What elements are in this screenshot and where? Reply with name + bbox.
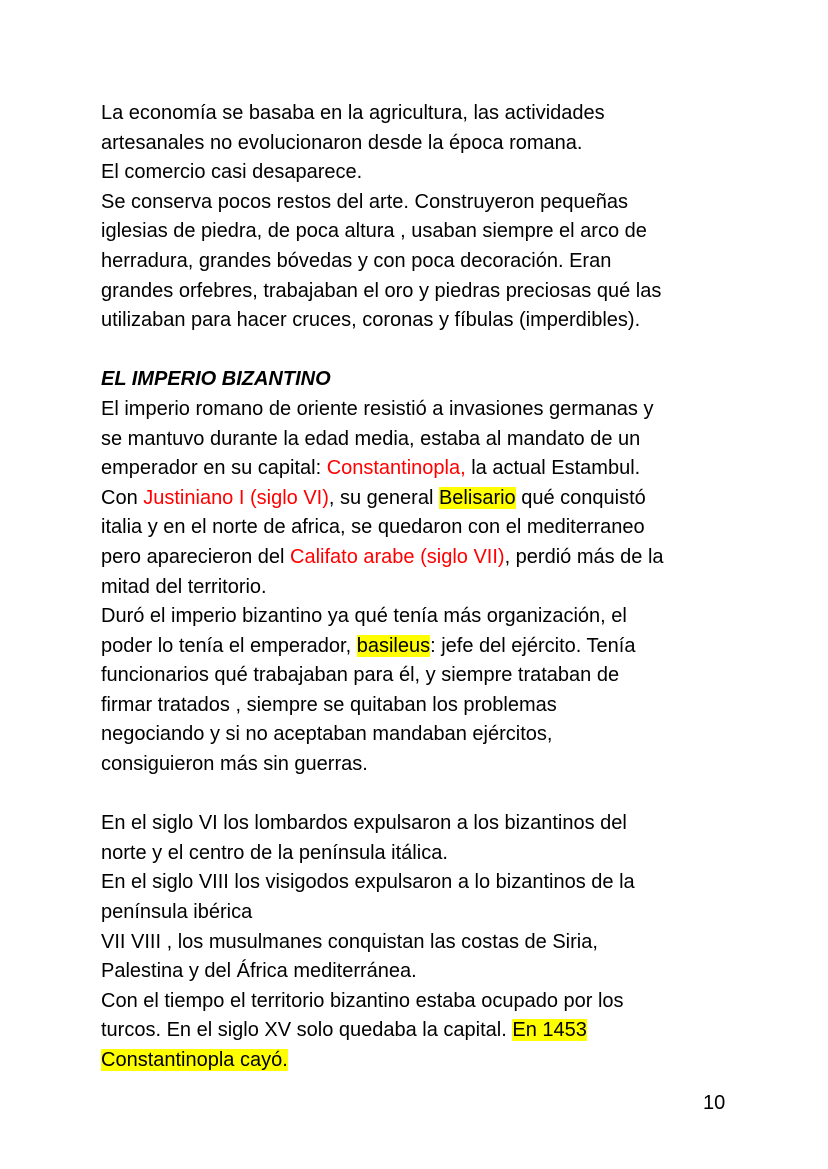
- text-line: iglesias de piedra, de poca altura , usaban siempre el arco de: [101, 220, 647, 243]
- text-line: mitad del territorio.: [101, 575, 267, 598]
- text-line: El comercio casi desaparece.: [101, 161, 363, 184]
- text-line: herradura, grandes bóvedas y con poca decoración. Eran: [101, 249, 612, 272]
- text-line: En el siglo VIII los visigodos expulsaron a lo bizantinos de la: [101, 871, 635, 894]
- highlighted-term: En 1453: [512, 1019, 587, 1042]
- red-term: Justiniano I (siglo VI): [143, 486, 329, 509]
- text-line: Duró el imperio bizantino ya qué tenía más organización, el: [101, 605, 627, 628]
- text-line: [101, 1046, 781, 1076]
- text-line: península ibérica: [101, 901, 253, 924]
- text-line: consiguieron más sin guerras.: [101, 753, 368, 776]
- intro-paragraph: [101, 99, 781, 336]
- highlighted-term: Belisario: [438, 486, 516, 509]
- paragraph-1: [101, 395, 781, 602]
- text-line: [101, 454, 781, 484]
- text-line: artesanales no evolucionaron desde la época romana.: [101, 131, 583, 154]
- text-line: firmar tratados , siempre se quitaban los problemas: [101, 693, 557, 716]
- paragraph-3: [101, 809, 781, 1075]
- text-run: emperador en su capital:: [101, 457, 327, 480]
- text-run: turcos. En el siglo XV solo quedaba la capital.: [101, 1019, 513, 1042]
- text-line: utilizaban para hacer cruces, coronas y fíbulas (imperdibles).: [101, 309, 641, 332]
- paragraph-2: [101, 602, 781, 780]
- text-line: En el siglo VI los lombardos expulsaron a los bizantinos del: [101, 812, 627, 835]
- text-line: grandes orfebres, trabajaban el oro y piedras preciosas qué las: [101, 279, 662, 302]
- highlighted-term: Constantinopla cayó.: [101, 1049, 288, 1071]
- text-line: [101, 632, 781, 662]
- text-run: , su general: [328, 486, 439, 509]
- text-line: funcionarios qué trabajaban para él, y siempre trataban de: [101, 664, 620, 687]
- text-line: Palestina y del África mediterránea.: [101, 960, 417, 983]
- text-run: : jefe del ejército. Tenía: [430, 634, 636, 657]
- text-line: norte y el centro de la península itálica.: [101, 841, 448, 864]
- spacer: [101, 336, 781, 366]
- text-line: italia y en el norte de africa, se quedaron con el mediterraneo: [101, 516, 645, 539]
- text-run: pero aparecieron del: [101, 545, 291, 568]
- red-term: Califato arabe (siglo VII): [290, 545, 505, 568]
- text-line: El imperio romano de oriente resistió a invasiones germanas y: [101, 397, 654, 420]
- text-line: se mantuvo durante la edad media, estaba al mandato de un: [101, 427, 641, 450]
- text-line: negociando y si no aceptaban mandaban ejércitos,: [101, 723, 553, 746]
- text-line: La economía se basaba en la agricultura, las actividades: [101, 102, 605, 124]
- page-number: 10: [703, 1092, 726, 1114]
- highlighted-term: basileus: [356, 634, 431, 657]
- section-heading: EL IMPERIO BIZANTINO: [101, 368, 331, 391]
- text-run: qué conquistó: [515, 486, 646, 509]
- text-line: [101, 543, 781, 573]
- text-line: Se conserva pocos restos del arte. Construyeron pequeñas: [101, 190, 628, 213]
- text-run: la actual Estambul.: [465, 457, 641, 480]
- text-run: poder lo tenía el emperador,: [101, 634, 357, 657]
- text-line: Con el tiempo el territorio bizantino estaba ocupado por los: [101, 989, 624, 1012]
- text-run: , perdió más de la: [504, 545, 664, 568]
- text-line: VII VIII , los musulmanes conquistan las costas de Siria,: [101, 930, 598, 953]
- text-run: Con: [101, 486, 144, 509]
- text-line: [101, 484, 781, 514]
- text-line: [101, 1016, 781, 1046]
- spacer: [101, 780, 781, 810]
- red-term: Constantinopla,: [326, 457, 466, 480]
- page-content: [101, 99, 781, 1076]
